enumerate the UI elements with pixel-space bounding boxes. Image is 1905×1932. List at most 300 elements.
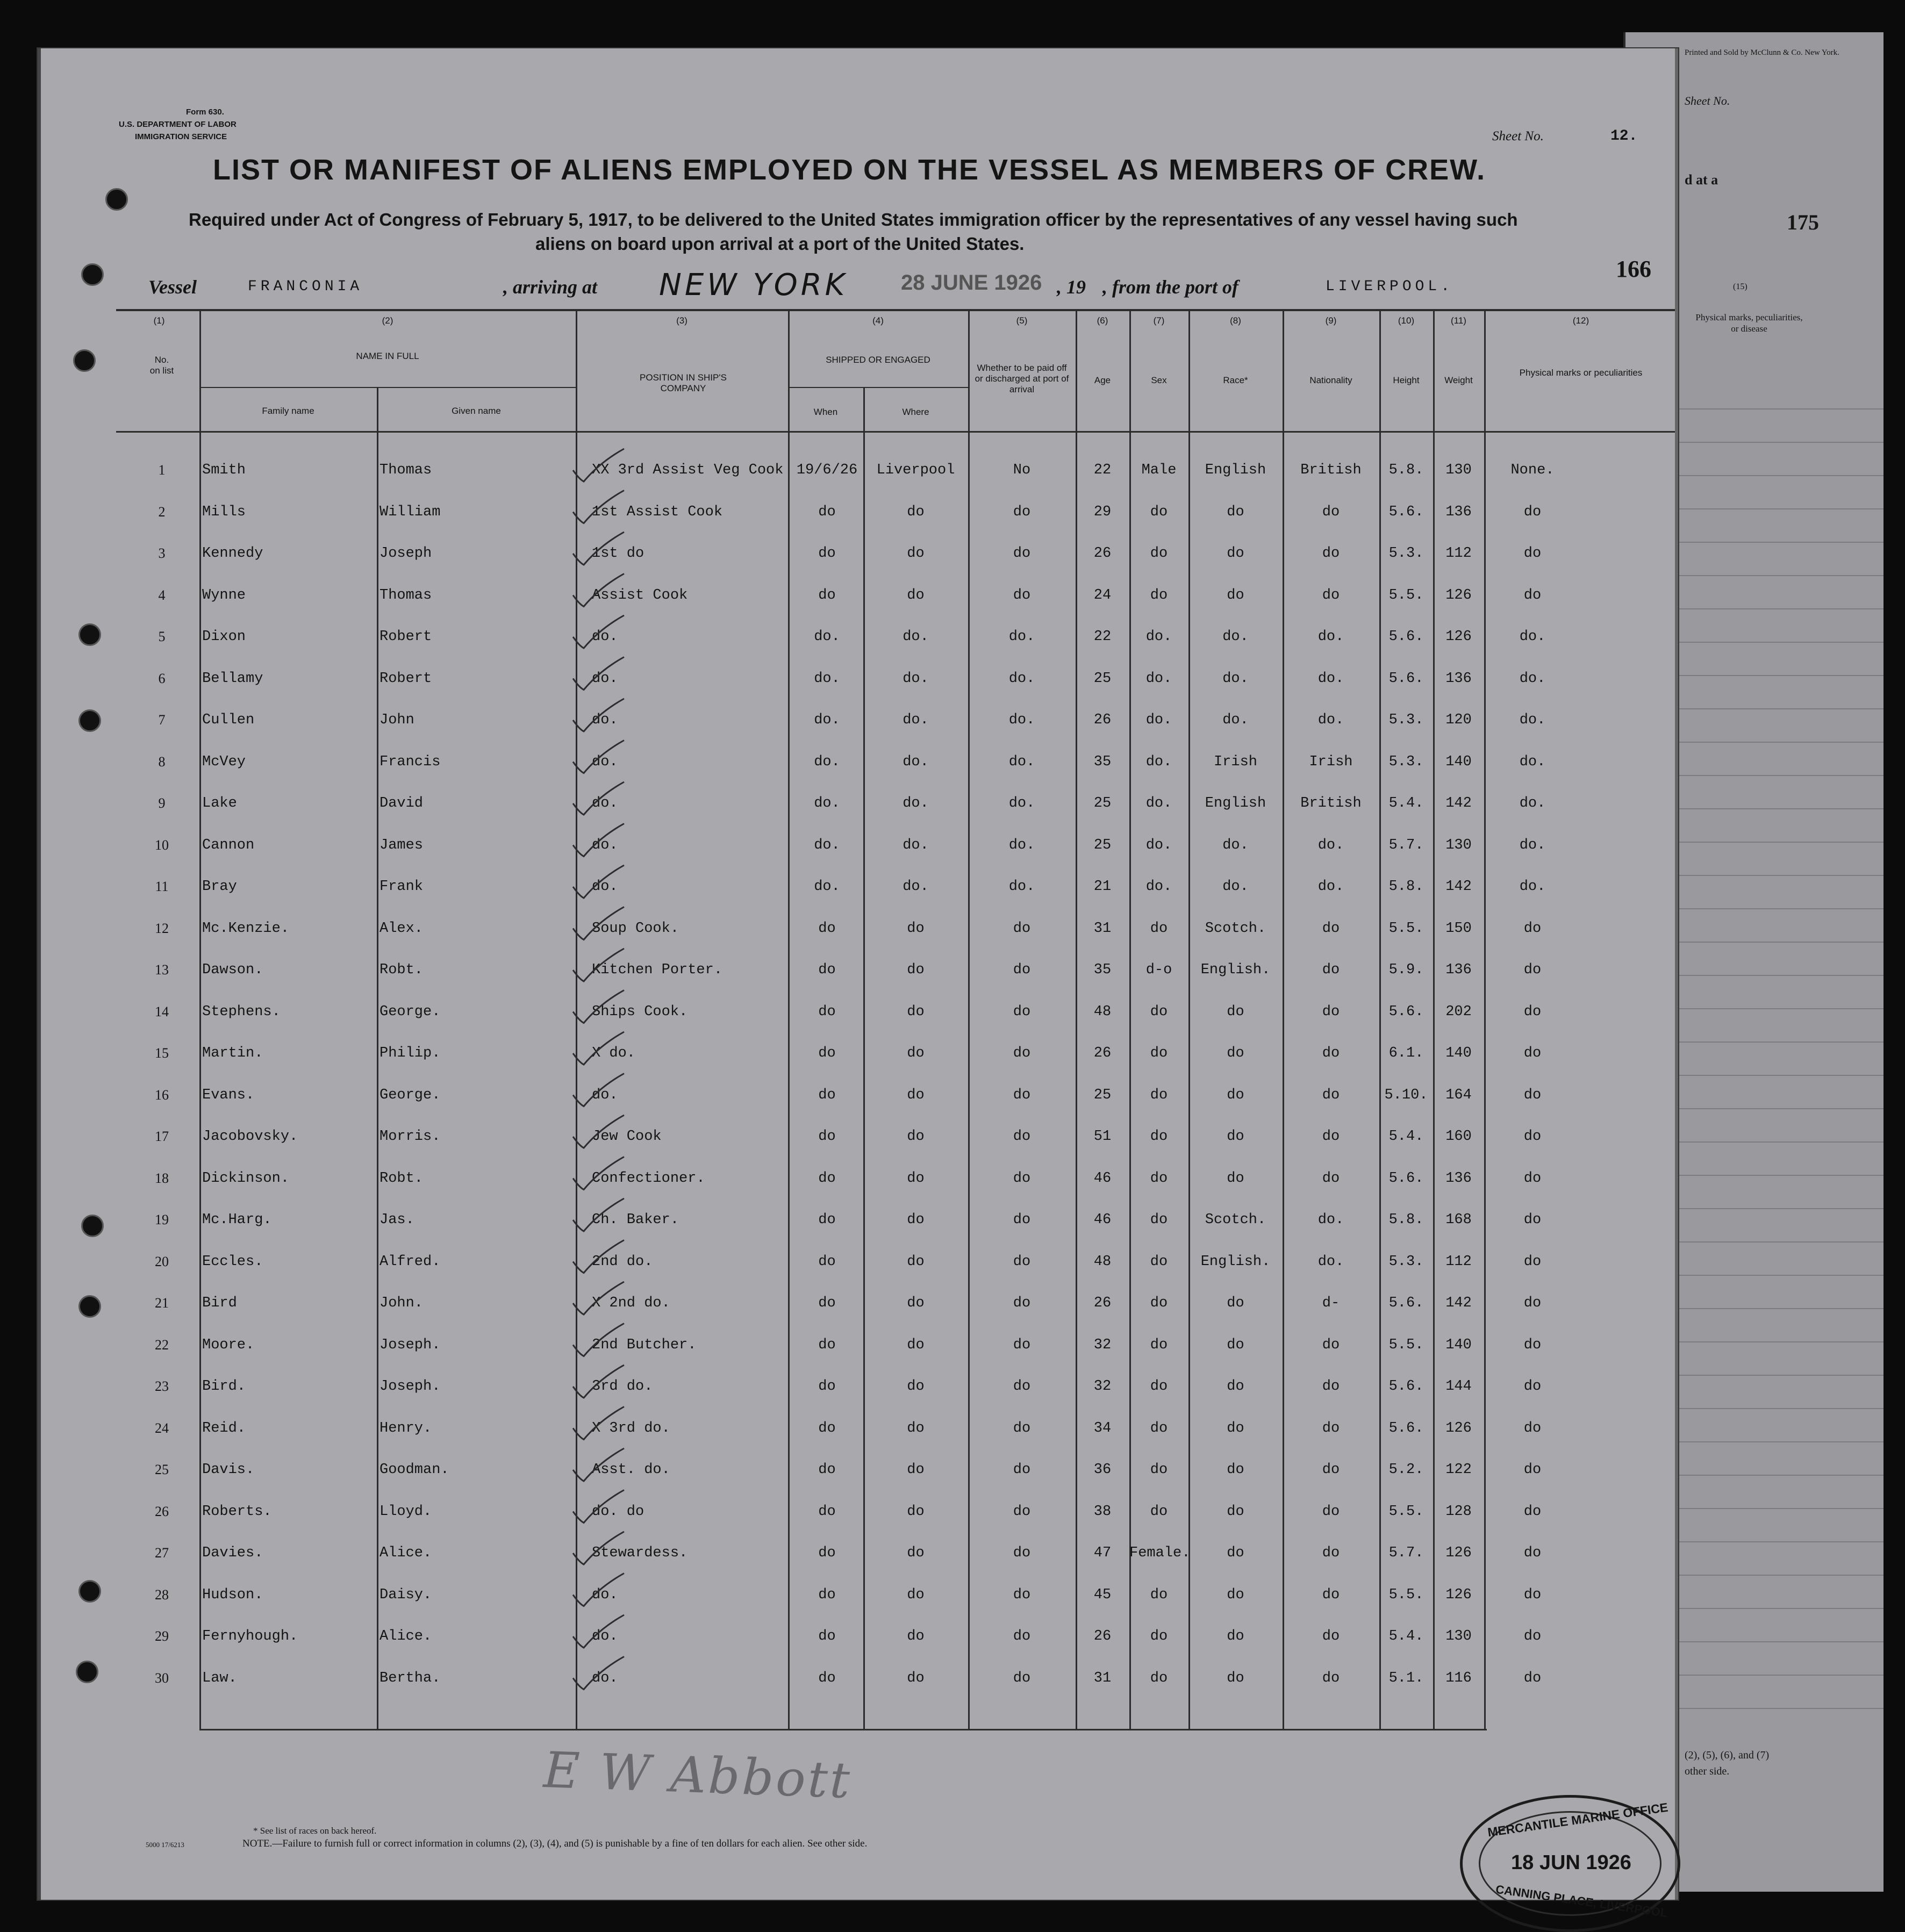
physical-marks: do.	[1519, 629, 1546, 645]
height: 5.6.	[1388, 504, 1424, 520]
physical-marks: do	[1523, 962, 1542, 978]
shipped-when: do	[818, 1628, 836, 1644]
given-name: Thomas	[379, 587, 432, 604]
shipped-where: do	[907, 1170, 925, 1187]
nationality: do.	[1317, 837, 1344, 853]
position: Ships Cook.	[592, 1003, 688, 1020]
table-row	[41, 754, 1675, 775]
family-name: Dixon	[202, 629, 246, 645]
race: Scotch.	[1205, 920, 1266, 937]
footnote-note: NOTE.—Failure to furnish full or correct information in columns (2), (3), (4), and (5) is punishable by a fine of ten dollars for each alien. See other side.	[242, 1838, 868, 1849]
sex: Male	[1141, 462, 1177, 478]
paid-off: do.	[1008, 712, 1035, 728]
physical-marks: do.	[1519, 712, 1546, 728]
age: 35	[1093, 962, 1112, 978]
race: English.	[1200, 962, 1271, 978]
row-number: 11	[155, 879, 169, 894]
shipped-when: do	[818, 1586, 836, 1603]
shipped-when: 19/6/26	[796, 462, 858, 478]
given-name: James	[379, 837, 424, 853]
shipped-where: do	[907, 587, 925, 604]
age: 26	[1093, 1045, 1112, 1061]
shipped-where: do	[907, 1087, 925, 1103]
height: 5.5.	[1388, 1586, 1424, 1603]
position: 2nd Butcher.	[592, 1337, 697, 1353]
height: 5.4.	[1388, 1628, 1424, 1644]
height: 5.2.	[1388, 1462, 1424, 1478]
back-arrived: d at a	[1685, 172, 1718, 188]
age: 51	[1093, 1129, 1112, 1145]
back-sheet-no: Sheet No.	[1685, 94, 1730, 107]
printer-code: 5000 17/6213	[146, 1841, 184, 1849]
family-name: Mc.Harg.	[202, 1212, 272, 1228]
weight: 126	[1445, 587, 1472, 604]
race: do	[1227, 545, 1244, 562]
paid-off: do	[1013, 1545, 1031, 1561]
family-name: Martin.	[202, 1045, 263, 1061]
table-row	[41, 1420, 1675, 1442]
row-number: 25	[155, 1462, 169, 1477]
age: 45	[1093, 1586, 1112, 1603]
sex: do	[1150, 1586, 1168, 1603]
sheet-number-value: 12.	[1610, 128, 1638, 145]
col7-num: (7)	[1153, 315, 1165, 326]
col3-header: POSITION IN SHIP'S COMPANY	[640, 372, 727, 393]
sex: do.	[1145, 795, 1172, 811]
shipped-where: do	[907, 1003, 925, 1020]
race: do.	[1222, 712, 1249, 728]
col4a-header: When	[813, 407, 838, 417]
race: do.	[1222, 879, 1249, 895]
shipped-when: do	[818, 962, 836, 978]
age: 26	[1093, 712, 1112, 728]
sex: do	[1150, 920, 1168, 937]
sex: do.	[1145, 837, 1172, 853]
height: 5.5.	[1388, 920, 1424, 937]
row-number: 1	[158, 462, 166, 478]
sex: do	[1150, 1087, 1168, 1103]
stamp-date: 18 JUN 1926	[1511, 1851, 1631, 1874]
given-name: Robert	[379, 670, 432, 687]
given-name: Morris.	[379, 1129, 441, 1145]
manifest-sheet	[38, 48, 1678, 1920]
table-row	[41, 1670, 1675, 1692]
subheader-rule-name	[199, 387, 576, 388]
family-name: Kennedy	[202, 545, 263, 562]
family-name: Jacobovsky.	[202, 1129, 298, 1145]
shipped-where: do	[907, 1337, 925, 1353]
race: Scotch.	[1205, 1212, 1266, 1228]
race: do	[1227, 1503, 1244, 1520]
family-name: Fernyhough.	[202, 1628, 298, 1644]
family-name: Eccles.	[202, 1253, 263, 1270]
sex: do	[1150, 1628, 1168, 1644]
shipped-when: do	[818, 1087, 836, 1103]
family-name: Hudson.	[202, 1586, 263, 1603]
age: 21	[1093, 879, 1112, 895]
sex: do	[1150, 587, 1168, 604]
age: 36	[1093, 1462, 1112, 1478]
row-number: 27	[155, 1545, 169, 1561]
age: 25	[1093, 795, 1112, 811]
position: do.	[592, 1628, 618, 1644]
sheet-number-label: Sheet No.	[1492, 129, 1544, 143]
given-name: Philip.	[379, 1045, 441, 1061]
physical-marks: None.	[1510, 462, 1555, 478]
height: 5.5.	[1388, 1337, 1424, 1353]
row-number: 17	[155, 1129, 169, 1144]
given-name: Robt.	[379, 1170, 424, 1187]
paid-off: do	[1013, 1586, 1031, 1603]
weight: 126	[1445, 1545, 1472, 1561]
sex: do.	[1145, 670, 1172, 687]
shipped-when: do	[818, 1462, 836, 1478]
position: 2nd do.	[592, 1253, 653, 1270]
shipped-when: do	[818, 1670, 836, 1686]
shipped-where: do.	[903, 670, 929, 687]
family-name: Mc.Kenzie.	[202, 920, 290, 937]
physical-marks: do.	[1519, 837, 1546, 853]
shipped-where: Liverpool	[876, 462, 955, 478]
paid-off: No	[1013, 462, 1031, 478]
col10-header: Height	[1393, 375, 1420, 385]
back-col15-num: (15)	[1733, 282, 1748, 291]
race: do	[1227, 1129, 1244, 1145]
vessel-name: FRANCONIA	[248, 278, 363, 295]
shipped-when: do	[818, 587, 836, 604]
shipped-where: do.	[903, 795, 929, 811]
row-number: 28	[155, 1586, 169, 1603]
age: 38	[1093, 1503, 1112, 1520]
age: 29	[1093, 504, 1112, 520]
col10-num: (10)	[1398, 315, 1415, 326]
nationality: do	[1322, 1503, 1340, 1520]
height: 5.4.	[1388, 795, 1424, 811]
nationality: do.	[1317, 712, 1344, 728]
shipped-where: do	[907, 1420, 925, 1437]
age: 46	[1093, 1212, 1112, 1228]
given-name: Robt.	[379, 962, 424, 978]
family-name: McVey	[202, 753, 246, 770]
height: 5.9.	[1388, 962, 1424, 978]
paid-off: do	[1013, 504, 1031, 520]
height: 5.6.	[1388, 1003, 1424, 1020]
height: 5.3.	[1388, 1253, 1424, 1270]
paid-off: do	[1013, 587, 1031, 604]
weight: 144	[1445, 1378, 1472, 1395]
position: 3rd do.	[592, 1378, 653, 1395]
sex: d-o	[1145, 962, 1172, 978]
department: U.S. DEPARTMENT OF LABOR	[119, 120, 237, 129]
nationality: do	[1322, 1628, 1340, 1644]
row-number: 13	[155, 962, 169, 978]
sex: do	[1150, 1337, 1168, 1353]
family-name: Cannon	[202, 837, 255, 853]
shipped-when: do	[818, 1045, 836, 1061]
height: 5.8.	[1388, 879, 1424, 895]
given-name: Alice.	[379, 1628, 432, 1644]
weight: 128	[1445, 1503, 1472, 1520]
age: 31	[1093, 1670, 1112, 1686]
shipped-when: do	[818, 1378, 836, 1395]
shipped-where: do	[907, 1628, 925, 1644]
row-number: 18	[155, 1170, 169, 1186]
col9-num: (9)	[1325, 315, 1337, 326]
table-row	[41, 795, 1675, 817]
vessel-label: Vessel	[148, 276, 197, 298]
weight: 140	[1445, 1045, 1472, 1061]
nationality: Irish	[1309, 753, 1353, 770]
height: 5.3.	[1388, 753, 1424, 770]
table-row	[41, 1462, 1675, 1483]
row-number: 14	[155, 1003, 169, 1019]
paid-off: do	[1013, 1212, 1031, 1228]
physical-marks: do.	[1519, 753, 1546, 770]
nationality: British	[1300, 462, 1362, 478]
physical-marks: do.	[1519, 879, 1546, 895]
shipped-when: do	[818, 1003, 836, 1020]
position: Ch. Baker.	[592, 1212, 679, 1228]
col1-num: (1)	[153, 315, 165, 326]
table-row	[41, 1378, 1675, 1400]
given-name: John.	[379, 1295, 424, 1311]
height: 5.6.	[1388, 629, 1424, 645]
arrival-date-stamp: 28 JUNE 1926	[901, 271, 1042, 295]
race: do	[1227, 1087, 1244, 1103]
service: IMMIGRATION SERVICE	[135, 132, 227, 141]
position: Assist Cook	[592, 587, 688, 604]
position: do.	[592, 837, 618, 853]
shipped-where: do	[907, 1462, 925, 1478]
given-name: Alice.	[379, 1545, 432, 1561]
family-name: Bray	[202, 879, 237, 895]
row-number: 26	[155, 1503, 169, 1519]
position: Confectioner.	[592, 1170, 705, 1187]
paid-off: do.	[1008, 837, 1035, 853]
weight: 126	[1445, 1586, 1472, 1603]
family-name: Dawson.	[202, 962, 263, 978]
paid-off: do	[1013, 1045, 1031, 1061]
col12-num: (12)	[1572, 315, 1589, 326]
punch-hole	[73, 349, 96, 372]
table-row	[41, 1587, 1675, 1608]
shipped-where: do.	[903, 753, 929, 770]
col11-header: Weight	[1444, 375, 1473, 385]
position: 1st Assist Cook	[592, 504, 723, 520]
row-number: 9	[158, 795, 166, 811]
nationality: do	[1322, 1087, 1340, 1103]
weight: 130	[1445, 837, 1472, 853]
page-title: LIST OR MANIFEST OF ALIENS EMPLOYED ON THE VESSEL AS MEMBERS OF CREW.	[213, 154, 1486, 186]
table-top-rule	[116, 309, 1675, 311]
position: do.	[592, 879, 618, 895]
position: do.	[592, 1670, 618, 1686]
race: Irish	[1213, 753, 1257, 770]
nationality: do	[1322, 1545, 1340, 1561]
shipped-when: do	[818, 504, 836, 520]
row-number: 23	[155, 1378, 169, 1394]
sex: do	[1150, 1129, 1168, 1145]
weight: 164	[1445, 1087, 1472, 1103]
physical-marks: do	[1523, 1087, 1542, 1103]
table-row	[41, 1004, 1675, 1025]
given-name: Henry.	[379, 1420, 432, 1437]
race: English	[1205, 462, 1266, 478]
shipped-where: do	[907, 1212, 925, 1228]
height: 5.7.	[1388, 837, 1424, 853]
nationality: do.	[1317, 1253, 1344, 1270]
weight: 122	[1445, 1462, 1472, 1478]
col2a-header: Family name	[262, 406, 314, 416]
position: do.	[592, 629, 618, 645]
weight: 130	[1445, 462, 1472, 478]
row-number: 30	[155, 1670, 169, 1686]
col2-num: (2)	[382, 315, 393, 326]
physical-marks: do	[1523, 545, 1542, 562]
position: XX 3rd Assist Veg Cook	[592, 462, 784, 478]
nationality: do	[1322, 1129, 1340, 1145]
given-name: Joseph.	[379, 1337, 441, 1353]
weight: 142	[1445, 879, 1472, 895]
race: do.	[1222, 837, 1249, 853]
col2-header: NAME IN FULL	[356, 351, 419, 361]
col11-num: (11)	[1451, 315, 1466, 326]
back-col15-label: Physical marks, peculiarities, or disease	[1695, 312, 1803, 334]
shipped-where: do	[907, 920, 925, 937]
race: do	[1227, 1586, 1244, 1603]
paid-off: do.	[1008, 879, 1035, 895]
col4b-header: Where	[902, 407, 929, 417]
nationality: do	[1322, 1670, 1340, 1686]
table-row	[41, 1170, 1675, 1192]
weight: 136	[1445, 962, 1472, 978]
shipped-where: do.	[903, 629, 929, 645]
paid-off: do	[1013, 1170, 1031, 1187]
nationality: do.	[1317, 629, 1344, 645]
nationality: do	[1322, 1003, 1340, 1020]
position: do.	[592, 1087, 618, 1103]
table-row	[41, 545, 1675, 567]
table-row	[41, 1045, 1675, 1067]
race: do	[1227, 1337, 1244, 1353]
physical-marks: do	[1523, 1503, 1542, 1520]
weight: 168	[1445, 1212, 1472, 1228]
sex: do	[1150, 1253, 1168, 1270]
nationality: do.	[1317, 670, 1344, 687]
col8-num: (8)	[1230, 315, 1241, 326]
col6-header: Age	[1094, 375, 1111, 385]
age: 25	[1093, 1087, 1112, 1103]
race: English	[1205, 795, 1266, 811]
sex: do.	[1145, 712, 1172, 728]
row-number: 16	[155, 1087, 169, 1103]
shipped-when: do.	[814, 879, 840, 895]
weight: 112	[1445, 1253, 1472, 1270]
age: 34	[1093, 1420, 1112, 1437]
family-name: Reid.	[202, 1420, 246, 1437]
signature: E W Abbott	[542, 1741, 853, 1809]
page-number: 166	[1616, 256, 1651, 282]
table-row	[41, 962, 1675, 983]
weight: 130	[1445, 1628, 1472, 1644]
position: Soup Cook.	[592, 920, 679, 937]
table-row	[41, 1628, 1675, 1650]
position: Stewardess.	[592, 1545, 688, 1561]
given-name: Francis	[379, 753, 441, 770]
row-number: 6	[158, 670, 166, 686]
position: Jew Cook	[592, 1129, 662, 1145]
physical-marks: do	[1523, 1378, 1542, 1395]
nationality: British	[1300, 795, 1362, 811]
given-name: Alfred.	[379, 1253, 441, 1270]
race: do	[1227, 1462, 1244, 1478]
punch-hole	[105, 188, 128, 211]
table-row	[41, 1504, 1675, 1525]
col5-num: (5)	[1016, 315, 1028, 326]
family-name: Law.	[202, 1670, 237, 1686]
shipped-where: do	[907, 545, 925, 562]
row-number: 2	[158, 504, 166, 520]
family-name: Bird	[202, 1295, 237, 1311]
sex: do	[1150, 1045, 1168, 1061]
family-name: Davies.	[202, 1545, 263, 1561]
paid-off: do	[1013, 1628, 1031, 1644]
age: 24	[1093, 587, 1112, 604]
col9-header: Nationality	[1309, 375, 1352, 385]
col7-header: Sex	[1151, 375, 1167, 385]
row-number: 5	[158, 629, 166, 644]
height: 5.6.	[1388, 1295, 1424, 1311]
physical-marks: do	[1523, 1045, 1542, 1061]
nationality: do	[1322, 587, 1340, 604]
paid-off: do	[1013, 1420, 1031, 1437]
col6-num: (6)	[1097, 315, 1108, 326]
nationality: d-	[1322, 1295, 1340, 1311]
back-note: (2), (5), (6), and (7)	[1685, 1749, 1770, 1761]
age: 32	[1093, 1378, 1112, 1395]
given-name: George.	[379, 1087, 441, 1103]
family-name: Moore.	[202, 1337, 255, 1353]
weight: 136	[1445, 504, 1472, 520]
table-row	[41, 462, 1675, 484]
shipped-when: do	[818, 1503, 836, 1520]
table-row	[41, 879, 1675, 900]
nationality: do.	[1317, 1212, 1344, 1228]
stamp-bottom-text: CANNING PLACE, LIVERPOOL	[1494, 1882, 1668, 1920]
shipped-when: do.	[814, 795, 840, 811]
col4-num: (4)	[872, 315, 884, 326]
race: do	[1227, 587, 1244, 604]
physical-marks: do	[1523, 1253, 1542, 1270]
family-name: Roberts.	[202, 1503, 272, 1520]
race: do	[1227, 1545, 1244, 1561]
sex: Female.	[1129, 1545, 1191, 1561]
row-number: 15	[155, 1045, 169, 1061]
height: 5.7.	[1388, 1545, 1424, 1561]
col1-header: No. on list	[149, 355, 174, 376]
height: 5.10.	[1384, 1087, 1428, 1103]
shipped-when: do.	[814, 712, 840, 728]
row-number: 21	[155, 1295, 169, 1311]
shipped-when: do	[818, 1212, 836, 1228]
paid-off: do	[1013, 1462, 1031, 1478]
nationality: do	[1322, 504, 1340, 520]
position: Asst. do.	[592, 1462, 670, 1478]
year-label: , 19	[1057, 276, 1086, 298]
nationality: do.	[1317, 879, 1344, 895]
family-name: Lake	[202, 795, 237, 811]
physical-marks: do	[1523, 1670, 1542, 1686]
